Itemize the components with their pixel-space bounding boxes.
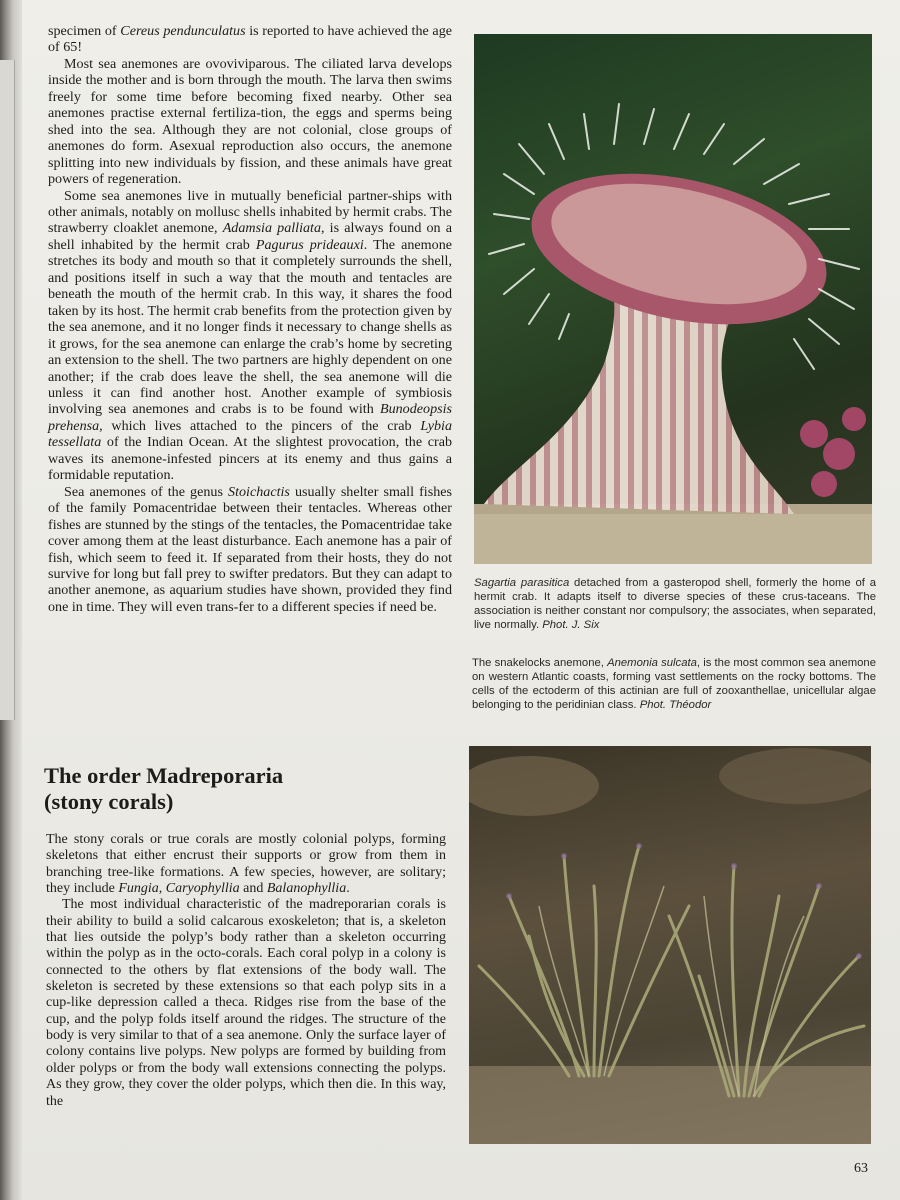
italic-text: Phot. J. Six [542, 618, 600, 631]
italic-text: Anemonia sulcata [607, 657, 697, 669]
facing-page-edge [0, 60, 15, 720]
italic-text: Sagartia parasitica [474, 577, 570, 589]
italic-text: Caryophyllia [165, 881, 240, 897]
italic-text: Fungia [118, 881, 159, 897]
section-body-text [46, 832, 446, 1110]
page-number: 63 [854, 1161, 868, 1176]
book-page [22, 0, 900, 1200]
paragraph: Sea anemones of the genus Stoichactis usually shelter small fishes of the family Pomacentridae between their tentacles. Whereas other fishes are stunned by the stings of the tentacles, the Pomacentridae take cover among them at the least disturbance. Each anemone has a pair of fish, which seem to feed it. If separated from their hosts, they do not survive for long but fall prey to swifter predators. But they can adapt to another anemone, as aquarium studies have shown, provided they find one in time. They will even trans-fer to a different species if need be. [48, 483, 452, 615]
paragraph: Some sea anemones live in mutually beneficial partner-ships with other animals, notably on mollusc shells inhabited by hermit crabs. The strawberry cloaklet anemone, Adamsia palliata, is always found on a shell inhabited by the hermit crab Pagurus prideauxi. The anemone stretches its body and mouth so that it completely surrounds the shell, and positions itself in such a way that the mouth and tentacles are beneath the mouth of the hermit crab. In this way, it shares the food taken by its host. The hermit crab benefits from the protection given by the sea anemone, and it no longer finds it necessary to change shells as it grows, for the sea anemone can enlarge the crab’s home by secreting an extension to the shell. The two partners are highly dependent on one another; if the crab does leave the shell, the sea anemone will die unless it can find another host. Another example of symbiosis involving sea anemones and crabs is to be found with Bunodeopsis prehensa, which lives attached to the pincers of the crab Lybia tessellata of the Indian Ocean. At the slightest provocation, the crab waves its anemone-infested pincers at its enemy and thus gains a formidable reputation. [48, 187, 452, 484]
italic-text: Adamsia palliata [222, 220, 322, 237]
italic-text: Stoichactis [228, 483, 290, 500]
photo-caption: Sagartia parasitica detached from a gasteropod shell, formerly the home of a hermit crab. It adapts itself to diverse species of these crus-taceans. The association is neither constant nor compulsory; the associates, when separated, live normally. Phot. J. Six [474, 577, 876, 631]
paragraph: Most sea anemones are ovoviviparous. The ciliated larva develops inside the mother and is born through the mouth. The larva then swims freely for some time before becoming fixed nearby. Other sea anemones practise external fertiliza-tion, the eggs and sperms being shed into the sea. Although they are not colonial, close groups of anemones do form. Asexual reproduction also occurs, the anemone splitting into new individuals by fission, and these animals have great powers of regeneration. [48, 55, 452, 188]
italic-text: Lybia tessellata [48, 417, 452, 451]
italic-text: Pagurus prideauxi [255, 236, 364, 253]
section-heading-line: (stony corals) [44, 789, 174, 814]
paragraph: The stony corals or true corals are mostly colonial polyps, forming skeletons that either encrust their supports or grow from them in branching tree-like formations. A few species, however, are solitary; they include Fungia, Caryophyllia and Balanophyllia. [46, 832, 446, 897]
sea-anemone-photo [474, 34, 872, 564]
photo-caption: The snakelocks anemone, Anemonia sulcata, is the most common sea anemone on western Atlantic coasts, forming vast settlements on the rocky bottoms. The cells of the ectoderm of this actinian are full of zooxanthellae, unicellular algae belonging to the peridinian class. Phot. Théodor [472, 657, 876, 711]
paragraph: The most individual characteristic of the madreporarian corals is their ability to build a solid calcarous exoskeleton; that is, a skeleton that lies outside the polyp’s body rather than a skeleton occurring within the polyp as in the octo-corals. Each coral polyp in a colony is connected to the others by flat extensions of the body wall. The skeleton is secreted by these extensions so that each polyp sits in a cup-like depression called a theca. Ridges rise from the base of the cup, and the polyp folds itself around the ridges. The structure of the body is very similar to that of a sea anemone. Only the surface layer of colony contains live polyps. New polyps are formed by building from older polyps or from the body wall extensions connecting the polyps. As they grow, they cover the older polyps, which then die. In this way, the [46, 897, 446, 1109]
italic-text: Balanophyllia [266, 881, 347, 897]
italic-text: Bunodeopsis prehensa [48, 401, 452, 434]
section-heading-line: The order Madreporaria [44, 763, 284, 788]
paragraph: specimen of Cereus pendunculatus is reported to have achieved the age of 65! [48, 23, 452, 56]
section-heading [44, 763, 464, 815]
italic-text: Phot. Théodor [639, 698, 712, 711]
book-spine-edge [0, 0, 22, 1200]
left-column-text [48, 23, 452, 615]
italic-text: Cereus pendunculatus [120, 23, 246, 39]
snakelocks-anemone-photo [469, 746, 871, 1144]
